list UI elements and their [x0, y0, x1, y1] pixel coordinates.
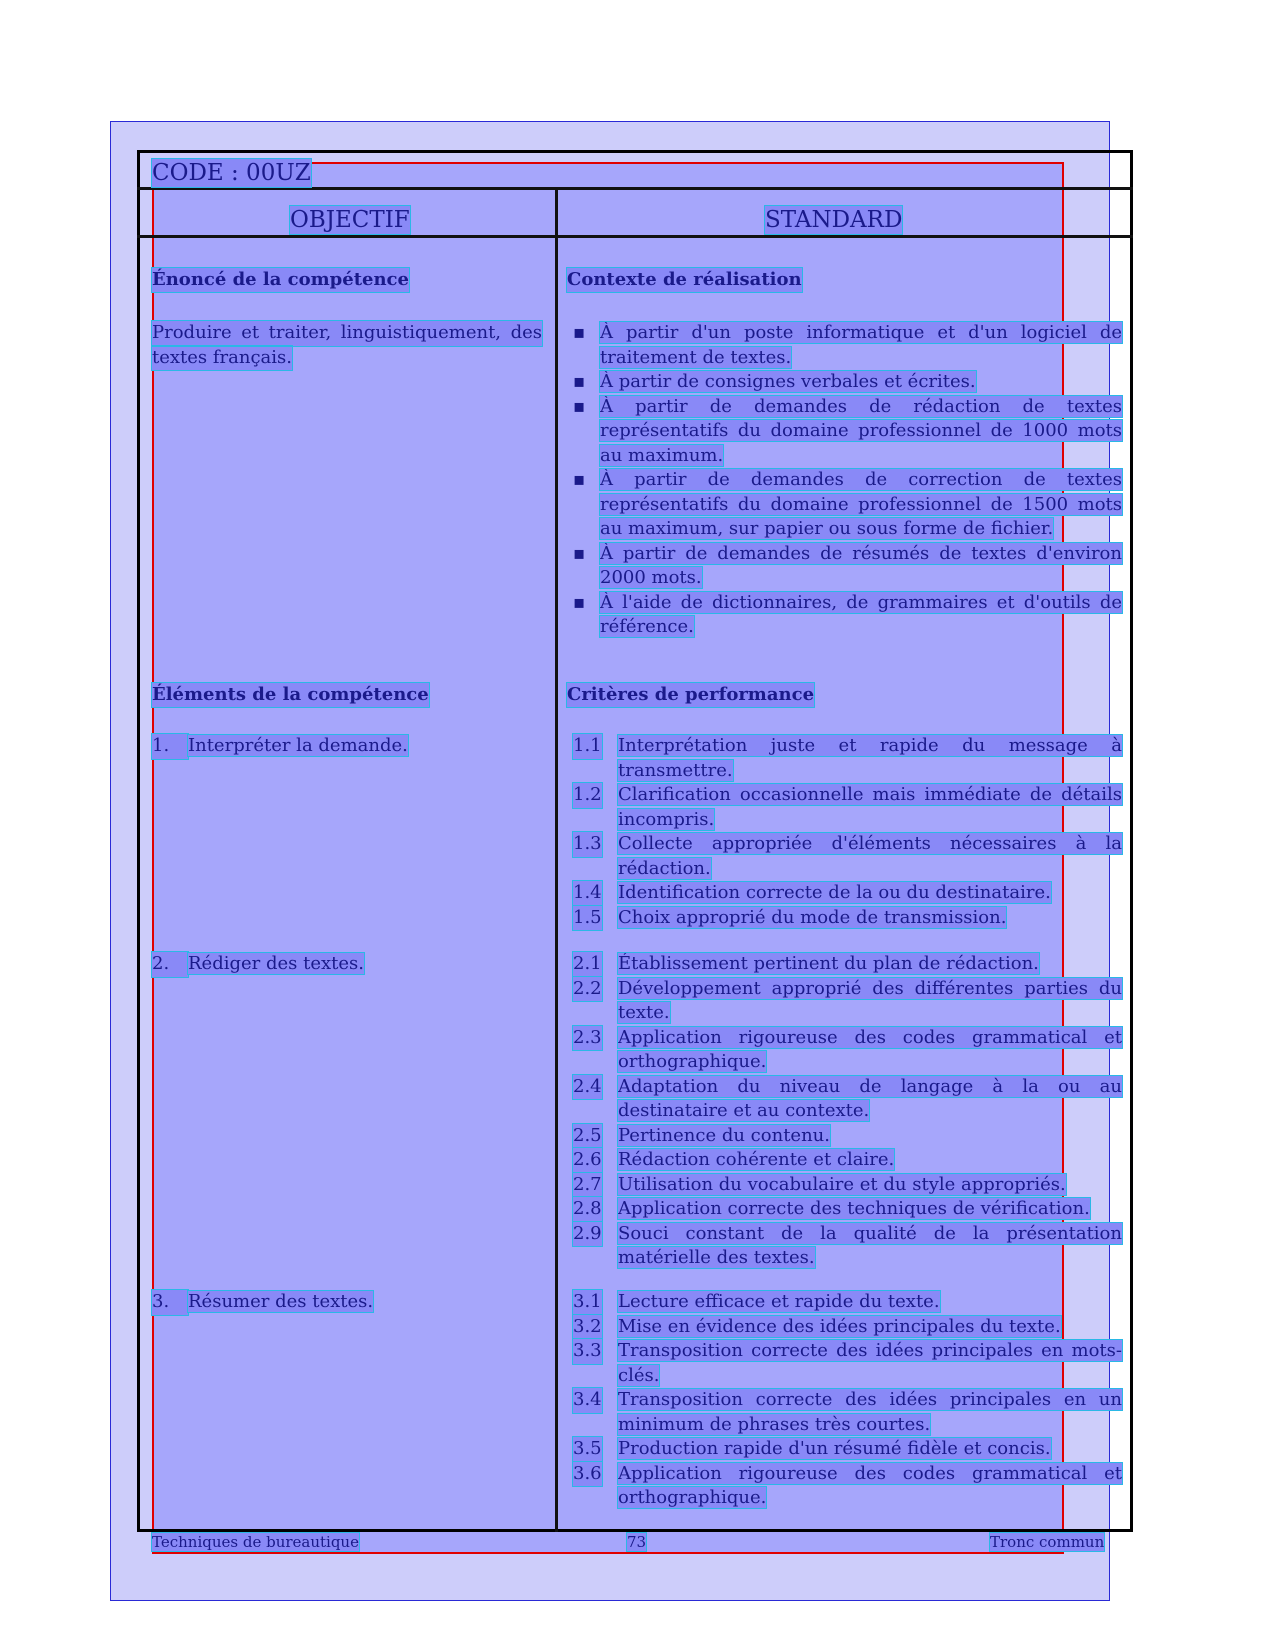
header-objectif: OBJECTIF: [290, 207, 410, 233]
criterion-row: 3.6 Application rigoureuse des codes grammatical et orthographique.: [573, 1462, 1122, 1508]
criterion-row: 2.9 Souci constant de la qualité de la présentation matérielle des textes.: [573, 1222, 1122, 1268]
course-code: CODE : 00UZ: [152, 160, 311, 186]
criterion-row: 3.2 Mise en évidence des idées principales du texte.: [573, 1315, 1122, 1340]
criterion-row: 3.1 Lecture efficace et rapide du texte.: [573, 1290, 1122, 1315]
criterion-row: 1.1 Interprétation juste et rapide du message à transmettre.: [573, 735, 1122, 781]
criterion-row: 3.4 Transposition correcte des idées principales en un minimum de phrases très courtes.: [573, 1389, 1122, 1435]
element-2: 2. Rédiger des textes.: [152, 952, 364, 977]
context-item: ▪ À partir de demandes de rédaction de textes représentatifs du domaine professionnel de 1000 mots au maximum.: [573, 395, 1122, 466]
elements-title: Éléments de la compétence: [152, 684, 429, 705]
context-item: ▪ À l'aide de dictionnaires, de grammaires et d'outils de référence.: [573, 591, 1122, 637]
criteria-group-3: [573, 1290, 1122, 1511]
criterion-row: 3.5 Production rapide d'un résumé fidèle et concis.: [573, 1437, 1122, 1462]
element-3: 3. Résumer des textes.: [152, 1290, 373, 1315]
criterion-row: 2.8 Application correcte des techniques de vérification.: [573, 1197, 1122, 1222]
criteria-group-1: [573, 734, 1122, 930]
criterion-row: 2.7 Utilisation du vocabulaire et du style appropriés.: [573, 1173, 1122, 1198]
page-number: 73: [627, 1533, 647, 1551]
context-list: [573, 321, 1122, 640]
criterion-row: 1.2 Clarification occasionnelle mais immédiate de détails incompris.: [573, 784, 1122, 830]
row-divider-top: [137, 187, 1133, 190]
context-item: ▪ À partir de demandes de correction de textes représentatifs du domaine professionnel de 1500 mots au maximum, sur papier ou sous forme de fichier.: [573, 469, 1122, 539]
criteria-title: Critères de performance: [567, 684, 815, 705]
context-item: ▪ À partir de consignes verbales et écrites.: [573, 371, 976, 392]
competence-statement-title: Énoncé de la compétence: [152, 269, 409, 290]
criterion-row: 2.5 Pertinence du contenu.: [573, 1124, 1122, 1149]
competence-line-1: Produire et traiter, linguistiquement, des: [152, 321, 542, 346]
context-item: ▪ À partir de demandes de résumés de textes d'environ 2000 mots.: [573, 542, 1122, 588]
criterion-row: 2.6 Rédaction cohérente et claire.: [573, 1148, 1122, 1173]
criteria-group-2: [573, 952, 1122, 1271]
criterion-row: 2.1 Établissement pertinent du plan de rédaction.: [573, 952, 1122, 977]
criterion-row: 1.4 Identification correcte de la ou du destinataire.: [573, 881, 1122, 906]
header-standard: STANDARD: [765, 207, 903, 233]
row-divider-header: [137, 235, 1133, 238]
criterion-row: 2.4 Adaptation du niveau de langage à la ou au destinataire et au contexte.: [573, 1075, 1122, 1121]
footer-program: Techniques de bureautique: [152, 1533, 359, 1551]
criterion-row: 1.3 Collecte appropriée d'éléments nécessaires à la rédaction.: [573, 833, 1122, 879]
column-divider: [555, 187, 558, 1532]
competence-line-2: textes français.: [152, 346, 292, 371]
context-title: Contexte de réalisation: [567, 269, 802, 290]
footer-section: Tronc commun: [990, 1533, 1105, 1551]
criterion-row: 1.5 Choix approprié du mode de transmission.: [573, 906, 1122, 931]
context-item: ▪ À partir d'un poste informatique et d'un logiciel de traitement de textes.: [573, 322, 1122, 368]
criterion-row: 3.3 Transposition correcte des idées principales en mots-clés.: [573, 1340, 1122, 1386]
criterion-row: 2.3 Application rigoureuse des codes grammatical et orthographique.: [573, 1026, 1122, 1072]
element-1: 1. Interpréter la demande.: [152, 734, 408, 759]
criterion-row: 2.2 Développement approprié des différentes parties du texte.: [573, 977, 1122, 1023]
competence-statement: [152, 321, 542, 370]
